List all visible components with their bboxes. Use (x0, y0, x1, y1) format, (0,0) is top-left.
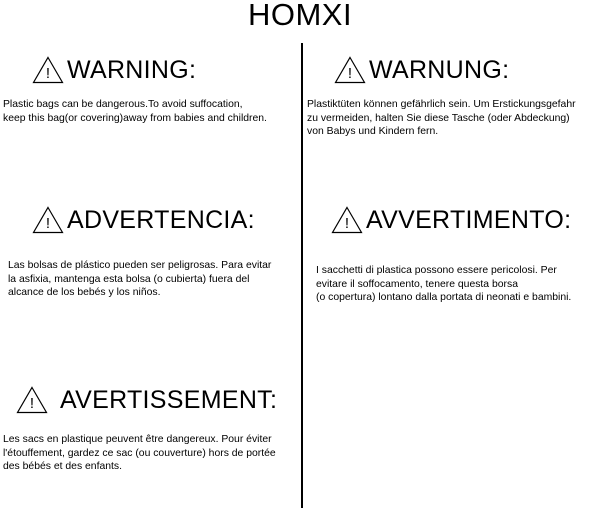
text-line: l'étouffement, gardez ce sac (ou couverture) hors de portée (3, 447, 276, 459)
warning-triangle-icon (32, 206, 64, 234)
column-divider (301, 43, 303, 508)
heading-label-it: AVVERTIMENTO: (366, 205, 572, 234)
heading-label-es: ADVERTENCIA: (67, 205, 255, 234)
warning-text-es (8, 259, 271, 300)
svg-text:!: ! (347, 65, 353, 82)
warning-triangle-icon (331, 206, 363, 234)
warning-text-fr (3, 433, 276, 474)
warning-text-it (316, 264, 571, 305)
warning-text-de (307, 98, 576, 139)
text-line: alcance de los bebés y los niños. (8, 287, 161, 299)
warning-heading-it (331, 206, 571, 234)
heading-label-de: WARNUNG: (369, 55, 510, 84)
warning-text-en (3, 98, 267, 125)
warning-heading-fr (16, 386, 277, 414)
svg-text:!: ! (29, 395, 35, 412)
brand-title: HOMXI (247, 0, 353, 32)
svg-text:!: ! (45, 215, 51, 232)
heading-label-fr: AVERTISSEMENT: (60, 385, 278, 414)
svg-text:!: ! (45, 65, 51, 82)
text-line: des bébés et des enfants. (3, 461, 123, 473)
text-line: zu vermeiden, halten Sie diese Tasche (oder Abdeckung) (307, 112, 570, 124)
text-line: la asfixia, mantenga esta bolsa (o cubierta) fuera del (8, 273, 250, 285)
warning-heading-de (334, 56, 509, 84)
heading-label-en: WARNING: (67, 55, 197, 84)
warning-triangle-icon (32, 56, 64, 84)
warning-triangle-icon (334, 56, 366, 84)
text-line: I sacchetti di plastica possono essere pericolosi. Per (316, 265, 557, 276)
text-line: (o copertura) lontano dalla portata di neonati e bambini. (316, 292, 572, 304)
warning-heading-en (32, 56, 196, 84)
text-line: keep this bag(or covering)away from babies and children. (3, 112, 267, 124)
text-line: evitare il soffocamento, tenere questa borsa (316, 278, 518, 290)
text-line: von Babys und Kindern fern. (307, 126, 439, 138)
warning-heading-es (32, 206, 255, 234)
text-line: Las bolsas de plástico pueden ser peligrosas. Para evitar (8, 260, 272, 271)
text-line: Plastic bags can be dangerous.To avoid suffocation, (3, 99, 243, 110)
text-line: Les sacs en plastique peuvent être dangereux. Pour éviter (3, 434, 272, 445)
text-line: Plastiktüten können gefährlich sein. Um Erstickungsgefahr (307, 99, 576, 110)
svg-text:!: ! (344, 215, 350, 232)
warning-triangle-icon (16, 386, 48, 414)
